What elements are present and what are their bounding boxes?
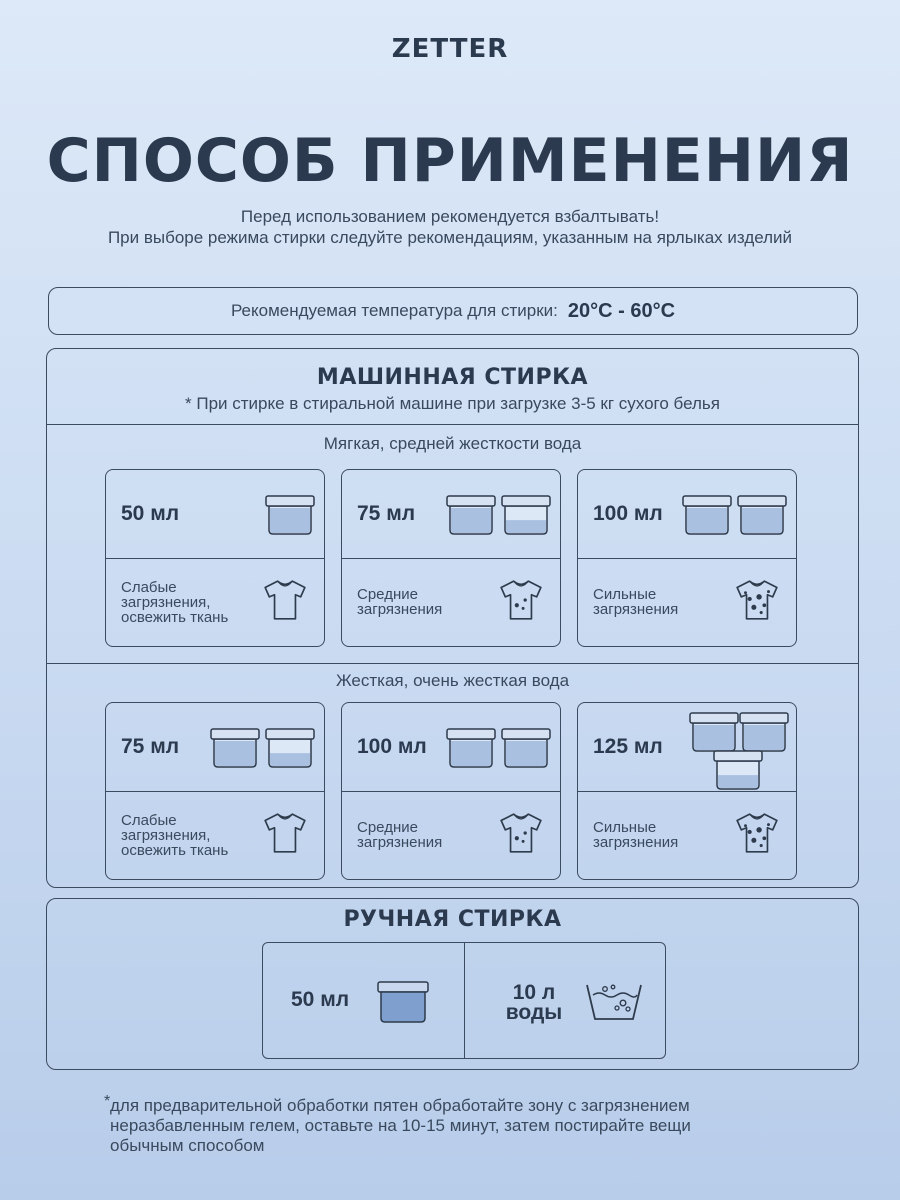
soil-level-label: Слабые загрязнения, освежить ткань	[121, 578, 229, 626]
hand-wash-water-amount: 10 л	[512, 981, 556, 1004]
divider	[464, 943, 465, 1058]
shirt-wrapper	[498, 811, 544, 860]
divider	[47, 424, 858, 425]
soil-level-label: Сильные загрязнения	[593, 586, 679, 618]
measuring-cap-icon	[376, 978, 430, 1024]
measuring-caps	[445, 470, 552, 558]
measuring-cap-icon	[500, 725, 552, 769]
measuring-cap-icon	[736, 492, 788, 536]
shirt-wrapper	[734, 578, 780, 627]
dosage-card	[105, 702, 325, 880]
shirt-wrapper	[498, 578, 544, 627]
hand-wash-box	[262, 942, 666, 1059]
machine-wash-title: МАШИННАЯ СТИРКА	[316, 365, 589, 390]
measuring-caps	[209, 703, 316, 791]
measuring-cap-icon	[445, 725, 497, 769]
footnote-asterisk: *	[104, 1093, 111, 1110]
measuring-cap-icon	[264, 725, 316, 769]
subtitle-labels: При выборе режима стирки следуйте рекомендациям, указанным на ярлыках изделий	[107, 228, 793, 247]
t-shirt-icon	[498, 811, 544, 855]
dosage-card	[577, 469, 797, 647]
temperature-label: Рекомендуемая температура для стирки:	[230, 301, 558, 320]
dosage-card	[105, 469, 325, 647]
subtitle-shake: Перед использованием рекомендуется взбалтывать!	[240, 207, 660, 226]
dosage-card-header	[342, 470, 560, 559]
dosage-amount: 75 мл	[357, 502, 416, 525]
hand-wash-title: РУЧНАЯ СТИРКА	[343, 907, 562, 932]
dosage-amount: 75 мл	[121, 735, 180, 758]
measuring-cap-icon	[209, 725, 261, 769]
measuring-cap-icon	[500, 492, 552, 536]
dosage-card-header	[106, 703, 324, 792]
soil-level-label: Сильные загрязнения	[593, 819, 679, 851]
dosage-card-header	[578, 470, 796, 559]
dosage-card-header	[578, 703, 796, 792]
t-shirt-icon	[262, 811, 308, 855]
dosage-card	[341, 702, 561, 880]
hand-wash-dose: 50 мл	[291, 988, 350, 1011]
measuring-cap-icon	[681, 492, 733, 536]
measuring-caps	[688, 703, 788, 791]
measuring-caps	[445, 703, 552, 791]
shirt-wrapper	[734, 811, 780, 860]
soil-level-label: Слабые загрязнения, освежить ткань	[121, 811, 229, 859]
hand-wash-panel	[46, 898, 859, 1070]
dosage-card-header	[342, 703, 560, 792]
page-title: СПОСОБ ПРИМЕНЕНИЯ	[46, 126, 854, 196]
footnote-text: для предварительной обработки пятен обработайте зону с загрязнением неразбавленным гелем, оставьте на 10-15 минут, затем постирайте вещи обычным способом	[110, 1096, 691, 1155]
soil-level-label: Средние загрязнения	[357, 819, 443, 851]
hand-wash-water-unit: воды	[505, 1001, 563, 1024]
t-shirt-icon	[734, 811, 780, 855]
measuring-cap-icon	[264, 492, 316, 536]
measuring-cap-icon	[712, 747, 764, 791]
temperature-box	[48, 287, 858, 335]
measuring-cap-icon	[445, 492, 497, 536]
brand-logo: ZETTER	[391, 34, 509, 64]
machine-wash-panel	[46, 348, 859, 888]
dosage-amount: 50 мл	[121, 502, 180, 525]
t-shirt-icon	[262, 578, 308, 622]
machine-wash-note: * При стирке в стиральной машине при загрузке 3-5 кг сухого белья	[185, 394, 720, 413]
water-type-hard: Жесткая, очень жесткая вода	[335, 671, 570, 690]
measuring-caps	[264, 470, 316, 558]
measuring-caps	[681, 470, 788, 558]
soil-level-label: Средние загрязнения	[357, 586, 443, 618]
shirt-wrapper	[262, 578, 308, 627]
t-shirt-icon	[498, 578, 544, 622]
t-shirt-icon	[734, 578, 780, 622]
divider	[47, 663, 858, 664]
water-type-soft: Мягкая, средней жесткости вода	[323, 434, 582, 453]
shirt-wrapper	[262, 811, 308, 860]
dosage-amount: 100 мл	[593, 502, 663, 525]
dosage-card	[341, 469, 561, 647]
dosage-amount: 125 мл	[593, 735, 663, 758]
hand-wash-basin-icon	[585, 981, 643, 1023]
dosage-amount: 100 мл	[357, 735, 427, 758]
footnote	[104, 1093, 844, 1156]
dosage-card-header	[106, 470, 324, 559]
temperature-value: 20°С - 60°С	[567, 299, 676, 322]
dosage-card	[577, 702, 797, 880]
